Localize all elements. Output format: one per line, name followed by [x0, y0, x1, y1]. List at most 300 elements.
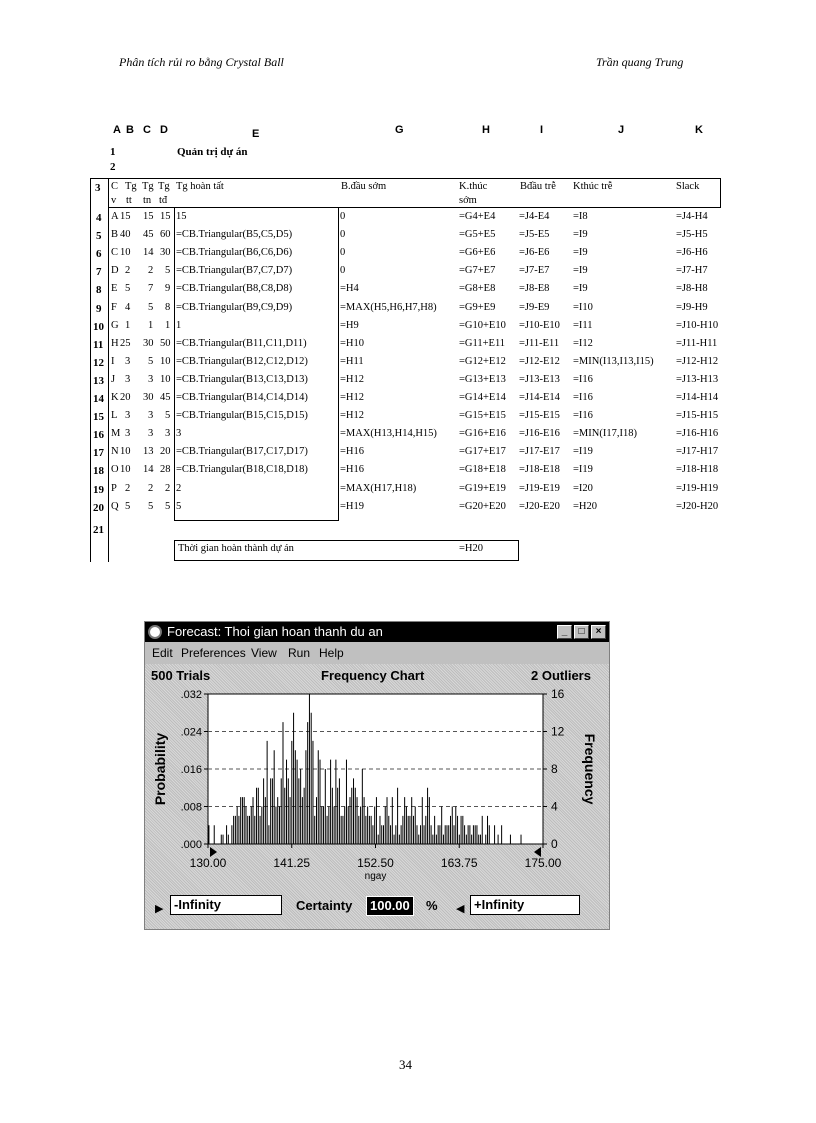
histogram-bar — [270, 778, 271, 844]
menu-edit[interactable]: Edit — [152, 646, 173, 660]
cell-h: =G11+E11 — [459, 338, 506, 349]
maximize-button[interactable]: □ — [574, 625, 589, 639]
cell-c: 45 — [143, 229, 154, 240]
cell-c: 13 — [143, 446, 154, 457]
cell-h: =G17+E17 — [459, 446, 506, 457]
x-tick-label: 175.00 — [524, 856, 562, 870]
cell-d: 3 — [165, 428, 171, 439]
cell-e: 1 — [176, 320, 182, 331]
histogram-bar — [238, 816, 239, 844]
cell-g: 0 — [340, 211, 346, 222]
y-tick-label: .000 — [180, 839, 202, 851]
x-tick-label: 152.50 — [357, 856, 394, 870]
cell-k: =J14-H14 — [676, 392, 719, 403]
histogram-bar — [305, 750, 306, 844]
cell-c: 5 — [148, 302, 154, 313]
cell-e: =CB.Triangular(B11,C11,D11) — [176, 338, 307, 349]
histogram-bar — [341, 816, 342, 844]
cell-e: =CB.Triangular(B9,C9,D9) — [176, 302, 293, 313]
cell-d: 1 — [165, 320, 171, 331]
histogram-bar — [281, 778, 282, 844]
cell-g: =H12 — [340, 374, 365, 385]
header-cell: C — [111, 181, 119, 192]
histogram-bar — [401, 825, 402, 844]
histogram-bar — [418, 835, 419, 844]
cell-j: =I20 — [573, 483, 593, 494]
menu-preferences[interactable]: Preferences — [181, 646, 246, 660]
histogram-bar — [267, 741, 268, 844]
cell-h: =G19+E19 — [459, 483, 506, 494]
row-number: 12 — [93, 357, 104, 369]
y2-tick-label: 8 — [551, 762, 558, 776]
histogram-bar — [438, 825, 439, 844]
histogram-bar — [475, 825, 476, 844]
cell-j: =I11 — [573, 320, 593, 331]
cell-g: =H4 — [340, 283, 359, 294]
histogram-bar — [424, 825, 425, 844]
cell-b: 4 — [125, 302, 131, 313]
histogram-bar — [256, 788, 257, 844]
row-number: 3 — [95, 182, 101, 194]
cell-d: 10 — [160, 374, 171, 385]
x-tick-label: 130.00 — [189, 856, 227, 870]
cell-g: =H16 — [340, 446, 365, 457]
cell-k: =J15-H15 — [676, 410, 719, 421]
cell-e: =CB.Triangular(B7,C7,D7) — [176, 265, 293, 276]
histogram-bar — [300, 769, 301, 844]
histogram-bar — [395, 825, 396, 844]
cell-b: 3 — [125, 356, 131, 367]
row-number: 19 — [93, 484, 104, 496]
histogram-bar — [476, 825, 477, 844]
cell-i: =J13-E13 — [519, 374, 560, 385]
histogram-bar — [325, 769, 326, 844]
cell-c: 30 — [143, 392, 154, 403]
histogram-bar — [261, 807, 262, 845]
histogram-bar — [374, 807, 375, 845]
y-tick-label: .032 — [180, 689, 202, 701]
cell-a: M — [111, 428, 121, 439]
certainty-input[interactable]: 100.00 — [366, 896, 414, 916]
cell-k: =J7-H7 — [676, 265, 708, 276]
cell-j: =I19 — [573, 464, 593, 475]
histogram-bar — [464, 825, 465, 844]
histogram-bar — [355, 788, 356, 844]
cell-h: =G18+E18 — [459, 464, 506, 475]
cell-i: =J20-E20 — [519, 501, 560, 512]
cell-i: =J17-E17 — [519, 446, 560, 457]
histogram-bar — [420, 825, 421, 844]
column-letter: D — [160, 124, 168, 136]
row-number: 4 — [96, 212, 102, 224]
cell-h: =G4+E4 — [459, 211, 496, 222]
cell-a: G — [111, 320, 119, 331]
histogram-bar — [427, 788, 428, 844]
histogram-bar — [351, 788, 352, 844]
histogram-bar — [349, 797, 350, 844]
cell-d: 10 — [160, 356, 171, 367]
histogram-bar — [489, 825, 490, 844]
cell-c: 5 — [148, 356, 154, 367]
histogram-bar — [233, 816, 234, 844]
y2-tick-label: 12 — [551, 724, 565, 739]
cell-g: 0 — [340, 247, 346, 258]
histogram-bar — [309, 694, 310, 844]
left-triangle-icon[interactable]: ▶ — [155, 903, 164, 915]
histogram-bar — [494, 825, 495, 844]
cell-e: 2 — [176, 483, 182, 494]
cell-g: 0 — [340, 265, 346, 276]
page-number: 34 — [399, 1057, 412, 1072]
left-bound-input[interactable]: -Infinity — [170, 895, 282, 915]
histogram-bar — [413, 816, 414, 844]
menu-help[interactable]: Help — [319, 646, 344, 660]
header-cell: tt — [126, 195, 132, 206]
row-number: 21 — [93, 524, 104, 536]
histogram-bar — [337, 788, 338, 844]
cell-d: 2 — [165, 483, 171, 494]
histogram-bar — [334, 807, 335, 845]
cell-b: 10 — [120, 446, 131, 457]
cell-a: B — [111, 229, 119, 240]
y2-tick-label: 0 — [551, 837, 558, 851]
cell-e: 15 — [176, 211, 187, 222]
cell-b: 2 — [125, 265, 131, 276]
histogram-bar — [399, 835, 400, 844]
histogram-bar — [293, 713, 294, 844]
histogram-bar — [450, 816, 451, 844]
histogram-bar — [316, 797, 317, 844]
histogram-bar — [406, 807, 407, 845]
x-tick-label: 163.75 — [440, 856, 478, 870]
cell-b: 10 — [120, 247, 131, 258]
column-letter: C — [143, 124, 151, 136]
cell-a: L — [111, 410, 118, 421]
cell-c: 3 — [148, 410, 154, 421]
row-number: 11 — [93, 339, 104, 351]
y-axis-label: Probability — [152, 732, 168, 806]
histogram-bar — [480, 835, 481, 844]
histogram-bar — [378, 835, 379, 844]
cell-k: =J12-H12 — [676, 356, 719, 367]
column-letter: E — [252, 128, 260, 140]
cell-g: 0 — [340, 229, 346, 240]
histogram-bar — [487, 816, 488, 844]
histogram-bar — [327, 816, 328, 844]
histogram-bar — [251, 807, 252, 845]
histogram-bar — [445, 825, 446, 844]
histogram-bar — [455, 807, 456, 845]
histogram-bar — [258, 788, 259, 844]
histogram-bar — [372, 825, 373, 844]
histogram-bar — [295, 750, 296, 844]
cell-a: O — [111, 464, 119, 475]
header-cell: tn — [143, 195, 152, 206]
cell-c: 5 — [148, 501, 154, 512]
histogram-bar — [498, 835, 499, 844]
histogram-bar — [439, 825, 440, 844]
cell-g: =H19 — [340, 501, 365, 512]
histogram-bar — [307, 722, 308, 844]
row-number: 2 — [110, 161, 116, 173]
histogram-bar — [314, 816, 315, 844]
row-number: 17 — [93, 447, 104, 459]
cell-k: =J18-H18 — [676, 464, 719, 475]
cell-i: =J6-E6 — [519, 247, 550, 258]
cell-k: =J20-H20 — [676, 501, 719, 512]
histogram-bar — [321, 807, 322, 845]
histogram-bar — [304, 788, 305, 844]
cell-g: =H12 — [340, 410, 365, 421]
cell-d: 20 — [160, 446, 171, 457]
histogram-bar — [381, 825, 382, 844]
cell-h: =G7+E7 — [459, 265, 496, 276]
cell-a: N — [111, 446, 119, 457]
histogram-bar — [383, 825, 384, 844]
histogram-bar — [469, 825, 470, 844]
histogram-bar — [335, 760, 336, 844]
histogram-bar — [362, 769, 363, 844]
histogram-bar — [328, 807, 329, 845]
histogram-bar — [330, 760, 331, 844]
histogram-bar — [387, 797, 388, 844]
cell-h: =G8+E8 — [459, 283, 496, 294]
cell-j: =H20 — [573, 501, 598, 512]
cell-j: =I9 — [573, 229, 588, 240]
histogram-bar — [471, 835, 472, 844]
cell-a: C — [111, 247, 119, 258]
header-cell: Tg — [158, 181, 170, 192]
header-cell: Tg hoàn tất — [176, 181, 224, 192]
cell-k: =J8-H8 — [676, 283, 708, 294]
histogram-bar — [254, 816, 255, 844]
cell-d: 5 — [165, 265, 171, 276]
cell-d: 8 — [165, 302, 171, 313]
row-number: 8 — [96, 284, 102, 296]
cell-k: =J11-H11 — [676, 338, 718, 349]
cell-a: D — [111, 265, 119, 276]
cell-k: =J10-H10 — [676, 320, 719, 331]
window-titlebar[interactable] — [145, 622, 609, 642]
cell-e: 3 — [176, 428, 182, 439]
trials-count: 500 Trials — [151, 668, 211, 683]
cell-i: =J11-E11 — [519, 338, 560, 349]
histogram-bar — [286, 760, 287, 844]
histogram-bar — [320, 760, 321, 844]
y2-tick-label: 4 — [551, 799, 558, 814]
histogram-bar — [376, 797, 377, 844]
y-tick-label: .016 — [180, 764, 202, 776]
cell-c: 2 — [148, 483, 154, 494]
cell-h: =G14+E14 — [459, 392, 506, 403]
cell-c: 14 — [143, 464, 154, 475]
histogram-bar — [344, 807, 345, 845]
certainty-label: Certainty — [296, 898, 353, 913]
histogram-bar — [284, 788, 285, 844]
histogram-bar — [348, 807, 349, 845]
histogram-bar — [461, 816, 462, 844]
histogram-bar — [365, 816, 366, 844]
cell-e: =CB.Triangular(B18,C18,D18) — [176, 464, 308, 475]
histogram-bar — [521, 835, 522, 844]
cell-k: =J5-H5 — [676, 229, 708, 240]
cell-j: =I16 — [573, 374, 593, 385]
cell-b: 40 — [120, 229, 131, 240]
histogram-bar — [482, 816, 483, 844]
row-number: 18 — [93, 465, 104, 477]
histogram-bar — [485, 835, 486, 844]
histogram-bar — [263, 778, 264, 844]
menu-bar — [145, 643, 609, 663]
cell-h: =G5+E5 — [459, 229, 496, 240]
histogram-bar — [339, 778, 340, 844]
header-left: Phân tích rủi ro bằng Crystal Ball — [119, 55, 284, 69]
column-letter: J — [618, 124, 625, 136]
cell-b: 20 — [120, 392, 131, 403]
histogram-bar — [408, 816, 409, 844]
y-tick-label: .024 — [180, 726, 202, 739]
cell-h: =G6+E6 — [459, 247, 496, 258]
cell-i: =J18-E18 — [519, 464, 560, 475]
cell-k: =J9-H9 — [676, 302, 708, 313]
cell-c: 3 — [148, 374, 154, 385]
histogram-bar — [346, 760, 347, 844]
cell-i: =J7-E7 — [519, 265, 550, 276]
histogram-bar — [231, 825, 232, 844]
cell-b: 3 — [125, 428, 131, 439]
cell-g: =H9 — [340, 320, 359, 331]
cell-d: 5 — [165, 501, 171, 512]
histogram-bar — [397, 788, 398, 844]
x-axis-label: ngay — [364, 871, 387, 882]
y-tick-label: .008 — [180, 801, 202, 814]
cell-h: =G12+E12 — [459, 356, 506, 367]
menu-view[interactable]: View — [251, 646, 277, 660]
column-letter: K — [695, 124, 703, 136]
cell-j: =I9 — [573, 265, 588, 276]
cell-j: =I9 — [573, 247, 588, 258]
histogram-bar — [510, 835, 511, 844]
cell-i: =J15-E15 — [519, 410, 560, 421]
cell-j: =I8 — [573, 211, 588, 222]
cell-c: 3 — [148, 428, 154, 439]
histogram-bar — [432, 835, 433, 844]
cell-a: H — [111, 338, 119, 349]
histogram-bar — [425, 816, 426, 844]
sheet-title: Quản trị dự án — [177, 146, 248, 158]
cell-d: 9 — [165, 283, 171, 294]
header-cell: Kthúc trễ — [573, 181, 613, 192]
cell-d: 50 — [160, 338, 171, 349]
cell-b: 2 — [125, 483, 131, 494]
cell-d: 15 — [160, 211, 171, 222]
frequency-chart — [145, 682, 609, 882]
histogram-bar — [462, 816, 463, 844]
cell-i: =J4-E4 — [519, 211, 550, 222]
row-number: 1 — [110, 146, 116, 158]
cell-j: =I16 — [573, 410, 593, 421]
histogram-bar — [394, 835, 395, 844]
minimize-button[interactable]: _ — [557, 625, 572, 639]
histogram-bar — [282, 722, 283, 844]
histogram-bar — [369, 816, 370, 844]
histogram-bar — [353, 778, 354, 844]
histogram-bar — [228, 835, 229, 844]
right-triangle-icon[interactable]: ◀ — [456, 903, 465, 915]
cell-h: =G10+E10 — [459, 320, 506, 331]
cell-c: 30 — [143, 338, 154, 349]
cell-h: =G9+E9 — [459, 302, 496, 313]
histogram-bar — [379, 816, 380, 844]
histogram-bar — [265, 797, 266, 844]
forecast-window[interactable] — [144, 621, 610, 930]
histogram-bar — [297, 760, 298, 844]
row-number: 10 — [93, 321, 104, 333]
row-number: 15 — [93, 411, 104, 423]
total-label: Thời gian hoàn thành dự án — [178, 543, 294, 554]
cell-i: =J12-E12 — [519, 356, 560, 367]
header-cell: K.thúc — [459, 181, 488, 192]
cell-k: =J19-H19 — [676, 483, 719, 494]
cell-e: =CB.Triangular(B13,C13,D13) — [176, 374, 308, 385]
cell-i: =J8-E8 — [519, 283, 550, 294]
cell-c: 1 — [148, 320, 154, 331]
percent-sign: % — [426, 898, 438, 913]
histogram-bar — [323, 807, 324, 845]
header-cell: Slack — [676, 181, 700, 192]
close-button[interactable]: × — [591, 625, 606, 639]
header-cell: v — [111, 195, 117, 206]
cell-e: 5 — [176, 501, 182, 512]
histogram-bar — [302, 797, 303, 844]
header-cell: Tg — [125, 181, 137, 192]
cell-e: =CB.Triangular(B5,C5,D5) — [176, 229, 293, 240]
column-letter: B — [126, 124, 134, 136]
cell-k: =J17-H17 — [676, 446, 719, 457]
histogram-bar — [311, 713, 312, 844]
cell-i: =J16-E16 — [519, 428, 560, 439]
histogram-bar — [260, 816, 261, 844]
histogram-bar — [443, 835, 444, 844]
cell-e: =CB.Triangular(B15,C15,D15) — [176, 410, 308, 421]
column-letter: G — [395, 124, 404, 136]
cell-i: =J5-E5 — [519, 229, 550, 240]
cell-a: P — [111, 483, 117, 494]
histogram-bar — [357, 797, 358, 844]
cell-c: 2 — [148, 265, 154, 276]
histogram-bar — [371, 816, 372, 844]
crystal-ball-icon[interactable] — [148, 625, 162, 639]
cell-b: 5 — [125, 283, 131, 294]
row-number: 13 — [93, 375, 104, 387]
total-value: =H20 — [459, 543, 484, 554]
x-tick-label: 141.25 — [273, 856, 311, 870]
histogram-bar — [434, 816, 435, 844]
right-bound-input[interactable]: +Infinity — [470, 895, 580, 915]
row-number: 9 — [96, 303, 102, 315]
header-cell: Tg — [142, 181, 154, 192]
histogram-bar — [454, 825, 455, 844]
histogram-bar — [446, 825, 447, 844]
cell-a: J — [111, 374, 116, 385]
menu-run[interactable]: Run — [288, 646, 311, 660]
histogram-bar — [291, 741, 292, 844]
cell-j: =I9 — [573, 283, 588, 294]
cell-j: =I19 — [573, 446, 593, 457]
histogram-bar — [226, 825, 227, 844]
cell-h: =G16+E16 — [459, 428, 506, 439]
histogram-bar — [448, 825, 449, 844]
